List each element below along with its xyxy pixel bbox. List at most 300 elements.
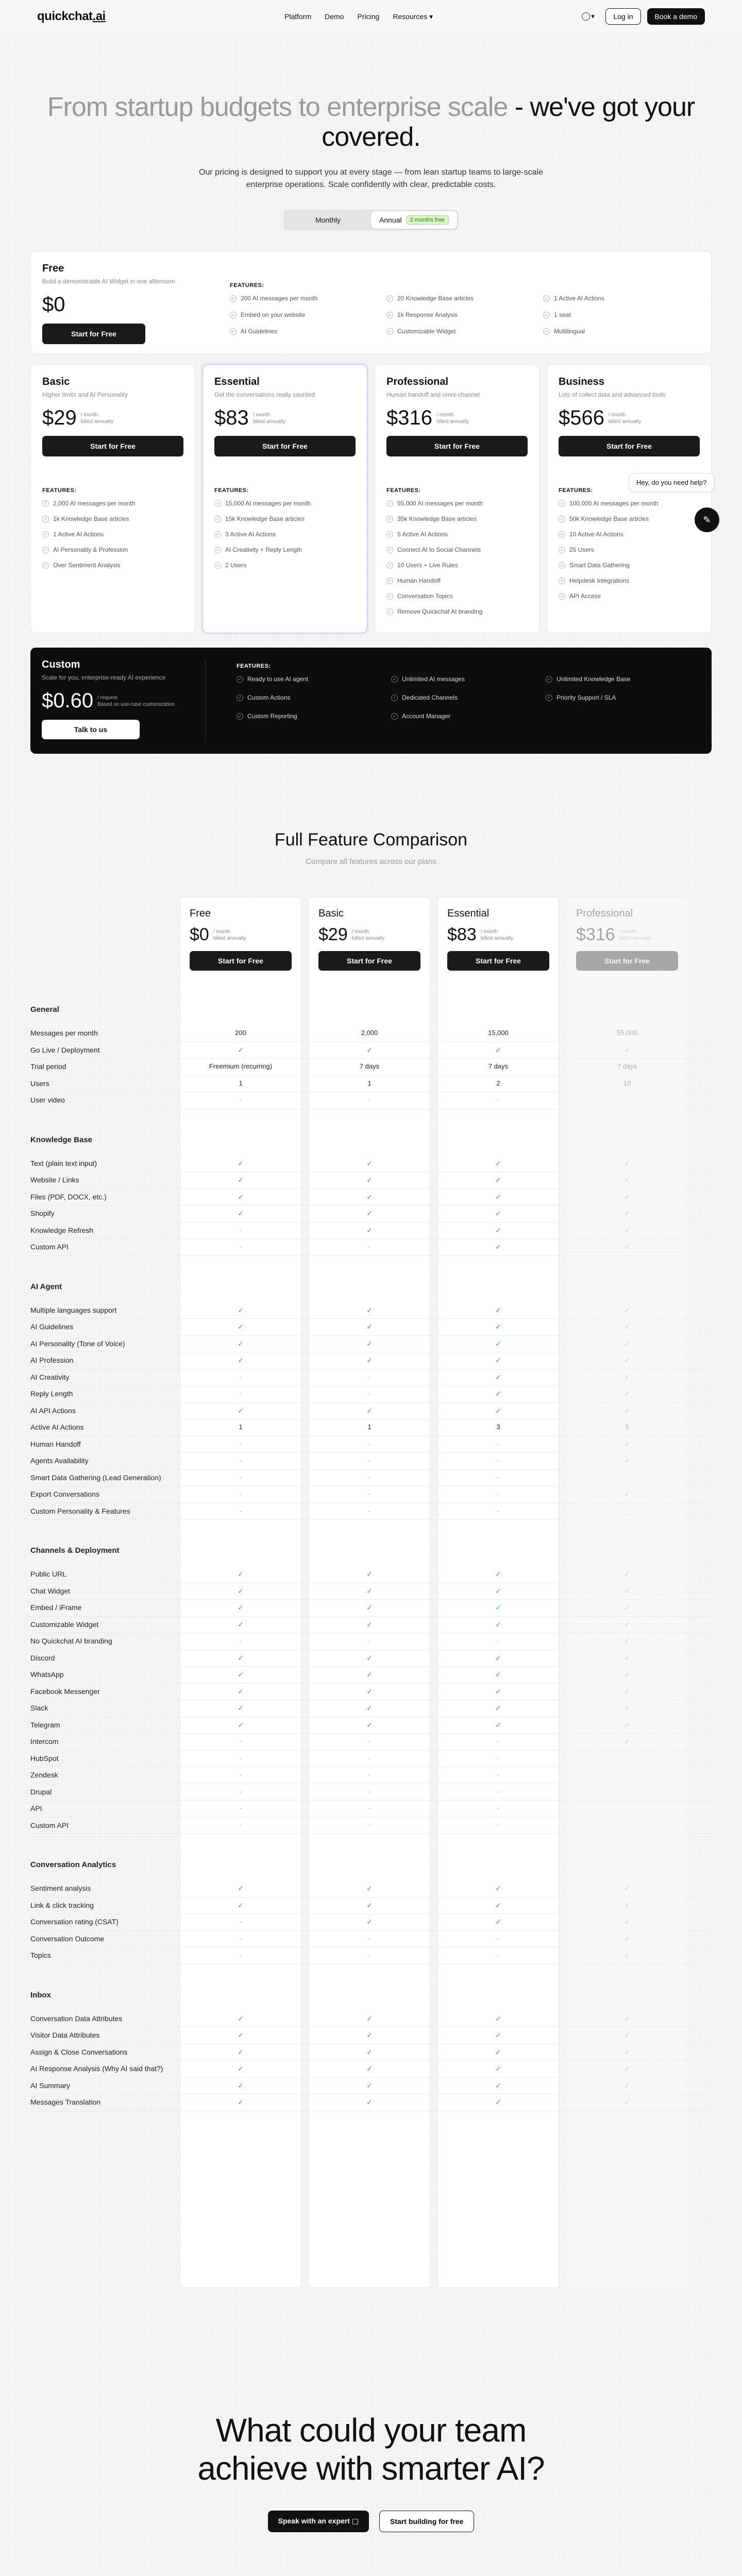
comparison-cell: - — [239, 1754, 242, 1762]
comparison-cell: 10 — [623, 1079, 631, 1087]
feature-item — [391, 675, 546, 683]
comparison-row-label: Smart Data Gathering (Lead Generation) — [30, 1473, 161, 1482]
comparison-cell: - — [626, 1787, 629, 1795]
globe-icon — [582, 12, 590, 21]
comparison-row-label: Drupal — [30, 1787, 52, 1796]
nav-link-pricing[interactable]: Pricing — [357, 12, 380, 21]
comparison-cell: - — [368, 1243, 371, 1251]
feature-item — [559, 500, 700, 507]
check-circle-icon: ✓ — [559, 562, 565, 569]
comparison-cell: ✓ — [238, 2031, 244, 2040]
price-note: / month billed annually — [351, 928, 385, 941]
start-free-button[interactable]: Start for Free — [576, 951, 678, 971]
comparison-cell: ✓ — [366, 1045, 373, 1054]
comparison-title: Full Feature Comparison — [274, 830, 468, 850]
check-circle-icon: ✓ — [391, 676, 398, 683]
feature-item — [559, 577, 700, 584]
comparison-row-label: Messages per month — [30, 1029, 98, 1038]
check-circle-icon: ✓ — [386, 578, 393, 584]
comparison-row-label: Customizable Widget — [30, 1620, 99, 1629]
plan-card-basic — [30, 364, 195, 633]
comparison-cell: 3 — [496, 1423, 500, 1431]
comparison-cell: ✓ — [366, 1339, 373, 1348]
speak-expert-button[interactable]: Speak with an expert ▢ — [268, 2511, 369, 2532]
comparison-row-label: Chat Widget — [30, 1586, 71, 1595]
plan-card-essential — [203, 364, 367, 633]
row-divider — [30, 1058, 712, 1059]
comparison-cell: ✓ — [495, 1372, 501, 1381]
chevron-down-icon: ▾ — [429, 12, 433, 21]
comparison-row-label: Multiple languages support — [30, 1306, 117, 1314]
comparison-row-label: WhatsApp — [30, 1670, 64, 1679]
plan-name: Custom — [42, 659, 80, 671]
feature-label: Priority Support / SLA — [556, 694, 616, 702]
comparison-cell: - — [368, 1506, 371, 1515]
hero-subtitle: Our pricing is designed to support you at every stage — from lean startup teams to large-scale enterprise operations. Scale confidently with clear, predictable costs. — [199, 168, 543, 190]
comparison-cell: ✓ — [495, 1176, 501, 1184]
comparison-row-label: Topics — [30, 1951, 51, 1960]
comparison-cell: ✓ — [495, 1603, 501, 1612]
comparison-cell: ✓ — [366, 2031, 373, 2040]
feature-list — [42, 500, 183, 569]
comparison-cell: ✓ — [495, 2014, 501, 2023]
comparison-row-label: Text (plain text input) — [30, 1159, 97, 1167]
calendar-icon: ▢ — [351, 2517, 359, 2526]
comparison-cell: - — [239, 1226, 242, 1234]
plan-card-custom — [30, 648, 712, 754]
comparison-cell: - — [368, 1372, 371, 1381]
row-divider — [30, 1075, 712, 1076]
check-circle-icon: ✓ — [386, 608, 393, 615]
comparison-cell: - — [497, 1934, 500, 1942]
check-circle-icon: ✓ — [42, 547, 49, 553]
feature-label: Conversation Topics — [397, 592, 453, 600]
comparison-cell: ✓ — [624, 1637, 630, 1646]
comparison-cell: ✓ — [495, 2081, 501, 2090]
comparison-cell: - — [368, 1439, 371, 1448]
feature-label: Remove Quickchat AI branding — [397, 608, 483, 616]
feature-label: Custom Reporting — [247, 713, 297, 720]
comparison-cell: ✓ — [624, 1720, 630, 1729]
comparison-cell: 7 days — [359, 1062, 380, 1071]
comparison-cell: ✓ — [624, 1339, 630, 1348]
plan-price: $29 — [42, 406, 77, 430]
comparison-cell: ✓ — [238, 1045, 244, 1054]
check-circle-icon: ✓ — [386, 547, 393, 553]
plan-price: $316 — [386, 406, 432, 430]
check-circle-icon: ✓ — [386, 312, 393, 318]
comparison-row-label: Embed / iFrame — [30, 1603, 82, 1612]
comparison-cell: - — [239, 1506, 242, 1515]
start-free-button[interactable]: Start for Free — [447, 951, 549, 971]
comparison-cell: - — [497, 1456, 500, 1465]
comparison-cell: ✓ — [366, 1209, 373, 1218]
comparison-cell: - — [239, 1951, 242, 1959]
start-free-button[interactable]: Start for Free — [559, 436, 700, 456]
comparison-cell: - — [368, 1096, 371, 1104]
feature-item — [237, 675, 391, 683]
comparison-cell: 2 — [496, 1079, 500, 1087]
feature-label: 1 Active AI Actions — [554, 295, 605, 302]
comparison-cell: ✓ — [238, 2014, 244, 2023]
comparison-cell: ✓ — [495, 1670, 501, 1679]
feature-item — [42, 515, 183, 522]
feature-label: 200 AI messages per month — [241, 295, 318, 302]
comparison-cell: ✓ — [624, 1603, 630, 1612]
comparison-cell: ✓ — [366, 1356, 373, 1365]
comparison-cell: ✓ — [366, 2047, 373, 2056]
feature-label: 3 Active AI Actions — [225, 531, 276, 538]
comparison-cell: - — [239, 1637, 242, 1645]
start-free-button[interactable]: Start for Free — [318, 951, 420, 971]
feature-item — [391, 713, 546, 720]
comparison-row-label: Users — [30, 1079, 49, 1088]
price-note: / month billed annually — [480, 928, 514, 941]
comparison-cell: ✓ — [366, 1670, 373, 1679]
check-circle-icon: ✓ — [559, 516, 565, 522]
feature-item — [386, 577, 528, 584]
feature-label: AI Personality & Profession — [53, 546, 128, 554]
check-circle-icon: ✓ — [559, 531, 565, 538]
comparison-row-label: No Quickchat AI branding — [30, 1637, 112, 1646]
comparison-cell: ✓ — [495, 1586, 501, 1595]
check-circle-icon: ✓ — [546, 694, 552, 701]
row-divider — [30, 1930, 712, 1931]
start-free-button[interactable]: Start for Free — [190, 951, 292, 971]
start-free-button[interactable]: Start for Free — [42, 324, 145, 344]
price-note: / month billed annually — [608, 412, 642, 425]
cta-section — [0, 2412, 742, 2532]
comparison-row-label: Agents Availability — [30, 1456, 89, 1465]
comparison-cell: ✓ — [366, 1918, 373, 1926]
login-button[interactable]: Log in — [605, 8, 640, 25]
plan-name: Essential — [214, 376, 260, 388]
comparison-section-title: Channels & Deployment — [30, 1546, 120, 1555]
plan-card-business — [547, 364, 712, 633]
comparison-cell: - — [368, 1389, 371, 1398]
check-circle-icon: ✓ — [237, 694, 243, 701]
feature-label: 10 Users + Live Rules — [397, 562, 458, 569]
feature-label: 50k Knowledge Base articles — [569, 515, 649, 523]
check-circle-icon: ✓ — [237, 676, 243, 683]
feature-list — [559, 500, 700, 600]
start-free-button[interactable]: Start for Free — [42, 436, 183, 456]
row-divider — [30, 1683, 712, 1684]
row-divider — [30, 1385, 712, 1386]
check-circle-icon: ✓ — [559, 500, 565, 507]
comparison-cell: - — [497, 1096, 500, 1104]
comparison-cell: ✓ — [238, 2098, 244, 2107]
comparison-row-label: Files (PDF, DOCX, etc.) — [30, 1192, 107, 1201]
comparison-cell: ✓ — [238, 1406, 244, 1415]
comparison-cell: ✓ — [366, 1901, 373, 1909]
comparison-cell: ✓ — [495, 1620, 501, 1629]
comparison-cell: ✓ — [366, 1620, 373, 1629]
comparison-row-label: AI Summary — [30, 2081, 71, 2090]
comparison-cell: ✓ — [624, 1620, 630, 1629]
feature-label: 1k Response Analysis — [397, 311, 458, 319]
comparison-row-label: Go Live / Deployment — [30, 1045, 100, 1054]
check-circle-icon: ✓ — [386, 295, 393, 302]
feature-item — [543, 328, 700, 335]
comparison-cell: - — [239, 1737, 242, 1745]
feature-item — [543, 295, 700, 302]
comparison-cell: - — [626, 1506, 629, 1515]
comparison-row-label: Link & click tracking — [30, 1901, 94, 1909]
comparison-cell: ✓ — [366, 1406, 373, 1415]
feature-item — [559, 515, 700, 522]
comparison-cell: - — [368, 1754, 371, 1762]
chat-prompt-bubble[interactable]: Hey, do you need help? — [629, 473, 714, 492]
feature-item — [559, 562, 700, 569]
comparison-cell: ✓ — [366, 2064, 373, 2073]
comparison-cell: ✓ — [238, 1586, 244, 1595]
comparison-cell: ✓ — [624, 1951, 630, 1960]
plan-name: Business — [559, 376, 604, 388]
comparison-cell: - — [626, 1473, 629, 1481]
comparison-cell: ✓ — [624, 1934, 630, 1943]
plan-price: $316 — [576, 925, 615, 945]
comparison-cell: ✓ — [495, 1720, 501, 1729]
row-divider — [30, 1599, 712, 1600]
nav-link-resources[interactable]: Resources ▾ — [393, 12, 433, 21]
feature-label: 20 Knowledge Base articles — [397, 295, 474, 302]
check-circle-icon: ✓ — [386, 593, 393, 600]
comparison-cell: - — [368, 1737, 371, 1745]
check-circle-icon: ✓ — [543, 295, 550, 302]
comparison-cell: ✓ — [238, 1901, 244, 1909]
check-circle-icon: ✓ — [559, 547, 565, 553]
comparison-row-label: Reply Length — [30, 1389, 73, 1398]
top-nav — [0, 0, 742, 33]
row-divider — [30, 1616, 712, 1617]
comparison-cell: ✓ — [238, 1356, 244, 1365]
feature-item — [386, 562, 528, 569]
comparison-row-label: Discord — [30, 1653, 55, 1662]
feature-item — [386, 531, 528, 538]
comparison-cell: ✓ — [495, 1704, 501, 1713]
feature-item — [559, 592, 700, 600]
features-heading: FEATURES: — [559, 487, 593, 494]
comparison-row-label: Trial period — [30, 1062, 66, 1071]
feature-item — [230, 295, 386, 302]
feature-item — [386, 515, 528, 522]
comparison-row-label: Shopify — [30, 1209, 55, 1218]
comparison-cell: 1 — [239, 1423, 243, 1431]
comparison-cell: ✓ — [624, 1737, 630, 1746]
feature-label: AI Creativity + Reply Length — [225, 546, 302, 554]
feature-item — [42, 562, 183, 569]
comparison-cell: - — [239, 1473, 242, 1481]
check-circle-icon: ✓ — [386, 562, 393, 569]
features-heading: FEATURES: — [230, 282, 264, 289]
comparison-row-label: Custom Personality & Features — [30, 1506, 130, 1515]
check-circle-icon: ✓ — [543, 312, 550, 318]
discount-badge: 2 months free — [406, 215, 449, 225]
talk-to-us-button[interactable]: Talk to us — [42, 720, 140, 739]
nav-link-platform[interactable]: Platform — [284, 12, 312, 21]
row-divider — [30, 1318, 712, 1319]
comparison-cell: - — [497, 1473, 500, 1481]
row-divider — [30, 1913, 712, 1914]
plan-price: $29 — [318, 925, 348, 945]
comparison-cell: ✓ — [624, 1226, 630, 1234]
check-circle-icon: ✓ — [559, 593, 565, 600]
comparison-cell: ✓ — [624, 1209, 630, 1218]
row-divider — [30, 2077, 712, 2078]
feature-label: API Access — [569, 592, 601, 600]
billing-toggle — [283, 210, 459, 230]
comparison-cell: ✓ — [366, 1323, 373, 1331]
feature-item — [214, 500, 356, 507]
comparison-row-label: Zendesk — [30, 1771, 58, 1780]
comparison-cell: ✓ — [624, 1192, 630, 1201]
comparison-cell: ✓ — [495, 1243, 501, 1251]
feature-item — [386, 608, 528, 615]
comparison-row-label: User video — [30, 1096, 65, 1105]
comparison-row-label: Custom API — [30, 1821, 69, 1829]
check-circle-icon: ✓ — [42, 562, 49, 569]
comparison-row-label: HubSpot — [30, 1754, 59, 1762]
comparison-cell: ✓ — [624, 1704, 630, 1713]
row-divider — [30, 1817, 712, 1818]
comparison-cell: - — [239, 1804, 242, 1812]
plan-price: $83 — [214, 406, 249, 430]
comparison-cell: - — [239, 1389, 242, 1398]
comparison-row-label: Conversation rating (CSAT) — [30, 1918, 119, 1926]
comparison-cell: ✓ — [495, 1653, 501, 1662]
comparison-section-title: AI Agent — [30, 1282, 62, 1291]
feature-item — [42, 500, 183, 507]
comparison-cell: ✓ — [624, 1687, 630, 1696]
comparison-cell: - — [626, 1804, 629, 1812]
comparison-cell: 1 — [367, 1079, 372, 1087]
comparison-cell: ✓ — [495, 2098, 501, 2107]
feature-item — [237, 694, 391, 701]
check-circle-icon: ✓ — [546, 676, 552, 683]
comparison-section-title: Conversation Analytics — [30, 1860, 116, 1870]
book-demo-button[interactable]: Book a demo — [647, 8, 705, 25]
comparison-cell: ✓ — [366, 1720, 373, 1729]
comparison-cell: ✓ — [366, 1226, 373, 1234]
feature-label: 15k Knowledge Base articles — [225, 515, 305, 523]
comparison-cell: 200 — [235, 1029, 246, 1037]
check-circle-icon: ✓ — [230, 295, 237, 302]
comparison-row-label: AI Creativity — [30, 1372, 70, 1381]
comparison-cell: ✓ — [624, 1901, 630, 1909]
row-divider — [30, 1205, 712, 1206]
comparison-cell: ✓ — [366, 1687, 373, 1696]
comparison-cell: - — [239, 1934, 242, 1942]
comparison-row-label: Website / Links — [30, 1176, 79, 1184]
comparison-cell: ✓ — [624, 2098, 630, 2107]
feature-label: 15,000 AI messages per month — [225, 500, 311, 507]
comparison-cell: ✓ — [495, 1226, 501, 1234]
nav-links — [284, 12, 433, 21]
feature-label: Unlimited Knowledge Base — [556, 675, 631, 683]
plan-price: $83 — [447, 925, 477, 945]
comparison-cell: - — [239, 1918, 242, 1926]
check-circle-icon: ✓ — [214, 531, 221, 538]
comparison-cell: ✓ — [624, 1653, 630, 1662]
comparison-cell: ✓ — [366, 1306, 373, 1314]
start-free-button[interactable]: Start for Free — [214, 436, 356, 456]
comparison-cell: ✓ — [366, 1884, 373, 1893]
comparison-cell: ✓ — [238, 1620, 244, 1629]
comparison-cell: ✓ — [495, 1323, 501, 1331]
comparison-cell: ✓ — [238, 2081, 244, 2090]
comparison-cell: ✓ — [238, 1720, 244, 1729]
comparison-cell: 15,000 — [488, 1029, 509, 1037]
pricing-section — [30, 251, 712, 754]
plan-price: $0.60 — [42, 689, 94, 713]
feature-label: Human Handoff — [397, 577, 441, 585]
comparison-cell: ✓ — [624, 2064, 630, 2073]
comparison-cell: - — [368, 1951, 371, 1959]
plan-name: Free — [42, 263, 64, 275]
comparison-row-label: Human Handoff — [30, 1439, 81, 1448]
comparison-cell: ✓ — [624, 1356, 630, 1365]
comparison-cell: 1 — [239, 1079, 243, 1087]
comparison-cell: ✓ — [366, 1176, 373, 1184]
feature-list — [386, 500, 528, 615]
toggle-annual[interactable]: Annual 2 months free — [371, 211, 457, 229]
comparison-cell: - — [368, 1804, 371, 1812]
feature-item — [42, 546, 183, 553]
comparison-cell: ✓ — [238, 1687, 244, 1696]
plan-name: Professional — [576, 908, 633, 920]
start-free-button[interactable]: Start for Free — [386, 436, 528, 456]
comparison-cell: ✓ — [495, 1192, 501, 1201]
nav-link-demo[interactable]: Demo — [325, 12, 344, 21]
comparison-row-label: Facebook Messenger — [30, 1687, 100, 1696]
language-selector[interactable] — [582, 10, 599, 23]
comparison-cell: - — [497, 1771, 500, 1779]
row-divider — [30, 1402, 712, 1403]
comparison-cell: ✓ — [624, 2014, 630, 2023]
row-divider — [30, 1335, 712, 1336]
logo[interactable]: quickchat.ai — [37, 9, 106, 23]
comparison-row-label: AI API Actions — [30, 1406, 76, 1415]
toggle-monthly[interactable]: Monthly — [315, 216, 341, 225]
feature-item — [546, 675, 700, 683]
feature-item — [386, 295, 543, 302]
comparison-cell: ✓ — [624, 1884, 630, 1893]
comparison-cell: ✓ — [238, 1159, 244, 1167]
comparison-cell: - — [497, 1506, 500, 1515]
comparison-cell: - — [626, 1771, 629, 1779]
comparison-row-label: Telegram — [30, 1720, 60, 1729]
comparison-cell: ✓ — [238, 1339, 244, 1348]
feature-item — [42, 531, 183, 538]
plan-price: $0 — [42, 293, 65, 316]
check-circle-icon: ✓ — [386, 328, 393, 335]
comparison-cell: - — [497, 1787, 500, 1795]
comparison-cell: ✓ — [624, 1490, 630, 1499]
comparison-row-label: Messages Translation — [30, 2098, 101, 2107]
chat-launcher-button[interactable] — [695, 507, 719, 532]
comparison-cell: ✓ — [495, 2047, 501, 2056]
feature-label: 2,000 AI messages per month — [53, 500, 136, 507]
comparison-cell: ✓ — [238, 2064, 244, 2073]
price-note: / month billed annually — [213, 928, 246, 941]
start-building-button[interactable]: Start building for free — [379, 2511, 474, 2532]
check-circle-icon: ✓ — [214, 516, 221, 522]
comparison-cell: ✓ — [495, 1306, 501, 1314]
comparison-row-label: Slack — [30, 1704, 48, 1713]
comparison-section-title: General — [30, 1005, 59, 1014]
comparison-cell: ✓ — [495, 2064, 501, 2073]
